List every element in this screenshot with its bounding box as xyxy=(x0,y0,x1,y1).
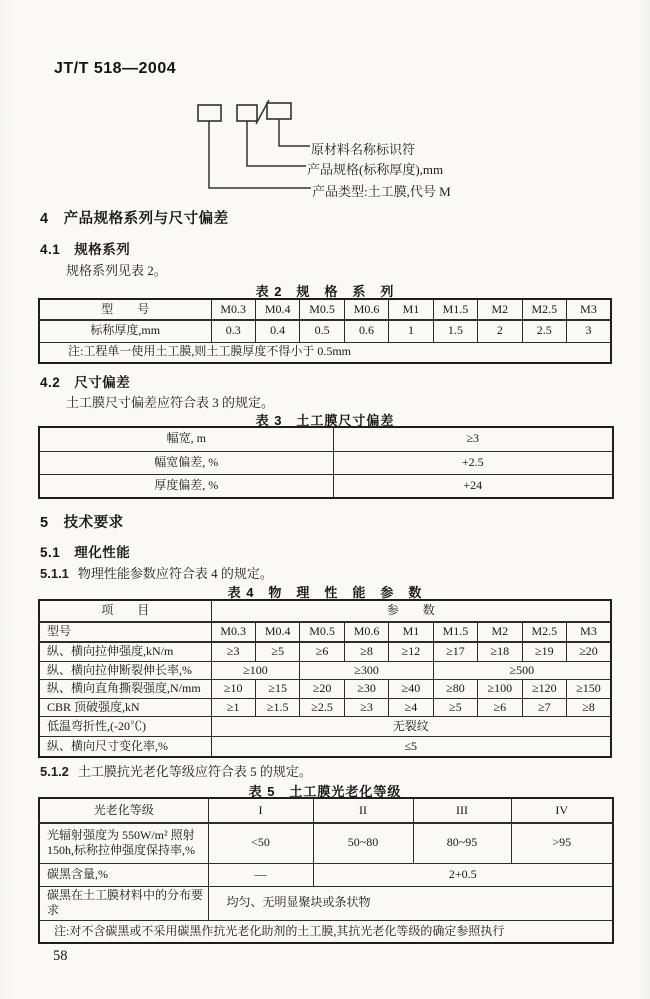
row-label: 纵、横向尺寸变化率,% xyxy=(39,737,211,757)
value-cell: ≥3 xyxy=(344,698,388,717)
material-label: 原材料名称标识符 xyxy=(311,142,416,157)
value-cell: ≥15 xyxy=(255,680,299,699)
table2-caption: 表 2 规 格 系 列 xyxy=(255,284,395,299)
value-cell: >95 xyxy=(511,823,613,863)
table-row xyxy=(39,600,611,622)
value-cell: 3 xyxy=(567,320,612,342)
value-cell: ≥3 xyxy=(333,427,613,451)
grade-header-cell: IV xyxy=(511,798,613,823)
row-label: 幅宽偏差, % xyxy=(39,451,333,474)
row-label: 幅宽, m xyxy=(39,427,333,451)
table3-caption: 表 3 土工膜尺寸偏差 xyxy=(255,413,395,428)
table2-note: 注:工程单一使用土工膜,则土工膜厚度不得小于 0.5mm xyxy=(39,342,611,363)
value-cell: 1.5 xyxy=(433,320,477,342)
table-row xyxy=(39,474,613,498)
span-value-cell: 均匀、无明显聚块或条状物 xyxy=(208,886,613,920)
section-4-2-body: 土工膜尺寸偏差应符合表 3 的规定。 xyxy=(66,395,275,410)
model-header-cell: M0.4 xyxy=(255,299,299,320)
model-header-cell: M3 xyxy=(567,622,612,642)
table2-col0-header: 型 号 xyxy=(39,299,211,320)
page-number: 58 xyxy=(53,948,68,964)
table-row xyxy=(39,823,613,863)
section-4-1-body: 规格系列见表 2。 xyxy=(66,263,167,278)
value-cell: ≥3 xyxy=(211,642,255,661)
value-cell: 0.5 xyxy=(300,320,344,342)
table5-caption: 表 5 土工膜光老化等级 xyxy=(248,784,402,799)
table-row xyxy=(39,920,613,943)
value-cell: ≥1.5 xyxy=(255,698,299,717)
value-cell: 2.5 xyxy=(522,320,566,342)
table5-note: 注:对不含碳黑或不采用碳黑作抗光老化助剂的土工膜,其抗光老化等级的确定参照执行 xyxy=(39,920,613,943)
value-cell: +24 xyxy=(333,474,613,498)
value-cell: ≥150 xyxy=(567,680,612,699)
table5-aging-grades xyxy=(38,797,614,944)
table-row xyxy=(39,320,611,342)
table-row xyxy=(39,427,613,451)
model-header-cell: M0.3 xyxy=(211,299,255,320)
value-cell: — xyxy=(208,863,313,886)
grade-header-cell: III xyxy=(413,798,511,823)
spec-code-box xyxy=(237,105,257,121)
spec-leader-line xyxy=(247,121,306,166)
model-header-cell: M1.5 xyxy=(433,299,477,320)
value-cell: ≥4 xyxy=(389,698,433,717)
value-cell: 80~95 xyxy=(413,823,511,863)
model-row-label: 型号 xyxy=(39,622,211,642)
row-label: 低温弯折性,(-20℃) xyxy=(39,717,211,737)
table-row xyxy=(39,863,613,886)
value-cell: ≥10 xyxy=(211,680,255,699)
span-value-cell: ≥100 xyxy=(211,661,300,680)
span-value-cell: 2+0.5 xyxy=(313,863,613,886)
value-cell: ≥2.5 xyxy=(300,698,344,717)
value-cell: ≥17 xyxy=(433,642,477,661)
value-cell: 2 xyxy=(478,320,522,342)
type-leader-line xyxy=(209,121,311,188)
row-label: CBR 顶破强度,kN xyxy=(39,698,211,717)
param-header: 参 数 xyxy=(211,600,611,622)
table4-caption: 表 4 物 理 性 能 参 数 xyxy=(227,585,423,600)
model-header-cell: M0.6 xyxy=(344,299,388,320)
grade-row-label: 光老化等级 xyxy=(39,798,208,823)
grade-header-cell: I xyxy=(208,798,313,823)
value-cell: ≥5 xyxy=(255,642,299,661)
doc-code-header: JT/T 518—2004 xyxy=(54,60,177,77)
table3-size-deviation xyxy=(38,426,614,499)
model-header-cell: M0.6 xyxy=(344,622,388,642)
row-label: 厚度偏差, % xyxy=(39,474,333,498)
table-row xyxy=(39,737,611,757)
table-row xyxy=(39,451,613,474)
table-row xyxy=(39,622,611,642)
section-5-1-heading: 5.1 理化性能 xyxy=(40,545,131,560)
table-row xyxy=(39,886,613,920)
value-cell: +2.5 xyxy=(333,451,613,474)
value-cell: ≥100 xyxy=(478,680,522,699)
value-cell: ≥5 xyxy=(433,698,477,717)
table-row xyxy=(39,698,611,717)
row-label: 光辐射强度为 550W/m² 照射150h,标称拉伸强度保持率,% xyxy=(39,823,208,863)
span-value-cell: ≥500 xyxy=(433,661,611,680)
value-cell: 0.4 xyxy=(255,320,299,342)
value-cell: ≥1 xyxy=(211,698,255,717)
table2-spec-series xyxy=(38,298,612,364)
model-header-cell: M2.5 xyxy=(522,299,566,320)
full-span-value: ≤5 xyxy=(211,737,611,757)
row-label: 纵、横向拉伸强度,kN/m xyxy=(39,642,211,661)
value-cell: ≥8 xyxy=(344,642,388,661)
clause-5-1-2 xyxy=(40,761,312,780)
section-4-heading: 4 产品规格系列与尺寸偏差 xyxy=(40,211,229,227)
model-header-cell: M1.5 xyxy=(433,622,477,642)
value-cell: ≥20 xyxy=(567,642,612,661)
model-header-cell: M1 xyxy=(389,299,433,320)
value-cell: ≥120 xyxy=(522,680,566,699)
item-header: 项 目 xyxy=(39,600,211,622)
model-header-cell: M3 xyxy=(567,299,612,320)
value-cell: 1 xyxy=(389,320,433,342)
value-cell: ≥80 xyxy=(433,680,477,699)
clause-text: 物理性能参数应符合表 4 的规定。 xyxy=(77,566,273,581)
spec-label: 产品规格(标称厚度),mm xyxy=(307,162,444,177)
model-header-cell: M1 xyxy=(389,622,433,642)
model-header-cell: M0.4 xyxy=(255,622,299,642)
model-header-cell: M2 xyxy=(478,299,522,320)
row-label: 碳黑在土工膜材料中的分布要求 xyxy=(39,886,208,920)
value-cell: ≥6 xyxy=(300,642,344,661)
model-header-cell: M2.5 xyxy=(522,622,566,642)
span-value-cell: ≥300 xyxy=(300,661,433,680)
clause-number: 5.1.2 xyxy=(40,764,69,779)
grade-header-cell: II xyxy=(313,798,413,823)
table-row xyxy=(39,661,611,680)
clause-number: 5.1.1 xyxy=(40,566,69,581)
model-header-cell: M2 xyxy=(478,622,522,642)
table-row xyxy=(39,342,611,363)
designation-code-diagram xyxy=(190,96,320,198)
material-code-box xyxy=(267,103,291,119)
value-cell: ≥8 xyxy=(567,698,612,717)
table4-physical-parameters xyxy=(38,599,612,758)
row-label: 纵、横向直角撕裂强度,N/mm xyxy=(39,680,211,699)
model-header-cell: M0.5 xyxy=(300,622,344,642)
row-label: 碳黑含量,% xyxy=(39,863,208,886)
table-row xyxy=(39,717,611,737)
type-code-box xyxy=(198,105,221,121)
value-cell: 50~80 xyxy=(313,823,413,863)
row-label: 纵、横向拉伸断裂伸长率,% xyxy=(39,661,211,680)
clause-text: 土工膜抗光老化等级应符合表 5 的规定。 xyxy=(77,764,312,779)
value-cell: ≥6 xyxy=(478,698,522,717)
value-cell: ≥7 xyxy=(522,698,566,717)
value-cell: ≥12 xyxy=(389,642,433,661)
material-leader-line xyxy=(279,119,310,146)
clause-5-1-1 xyxy=(40,563,273,582)
model-header-cell: M0.5 xyxy=(300,299,344,320)
table-row xyxy=(39,680,611,699)
type-label: 产品类型:土工膜,代号 M xyxy=(312,184,451,199)
table-row xyxy=(39,642,611,661)
table-row xyxy=(39,798,613,823)
section-4-2-heading: 4.2 尺寸偏差 xyxy=(40,375,131,390)
thickness-row-label: 标称厚度,mm xyxy=(39,320,211,342)
value-cell: <50 xyxy=(208,823,313,863)
value-cell: ≥40 xyxy=(389,680,433,699)
value-cell: ≥20 xyxy=(300,680,344,699)
value-cell: ≥18 xyxy=(478,642,522,661)
full-span-value: 无裂纹 xyxy=(211,717,611,737)
section-4-1-heading: 4.1 规格系列 xyxy=(40,242,131,257)
value-cell: 0.3 xyxy=(211,320,255,342)
model-header-cell: M0.3 xyxy=(211,622,255,642)
value-cell: 0.6 xyxy=(344,320,388,342)
value-cell: ≥30 xyxy=(344,680,388,699)
section-5-heading: 5 技术要求 xyxy=(40,515,124,531)
table-row xyxy=(39,299,611,320)
value-cell: ≥19 xyxy=(522,642,566,661)
